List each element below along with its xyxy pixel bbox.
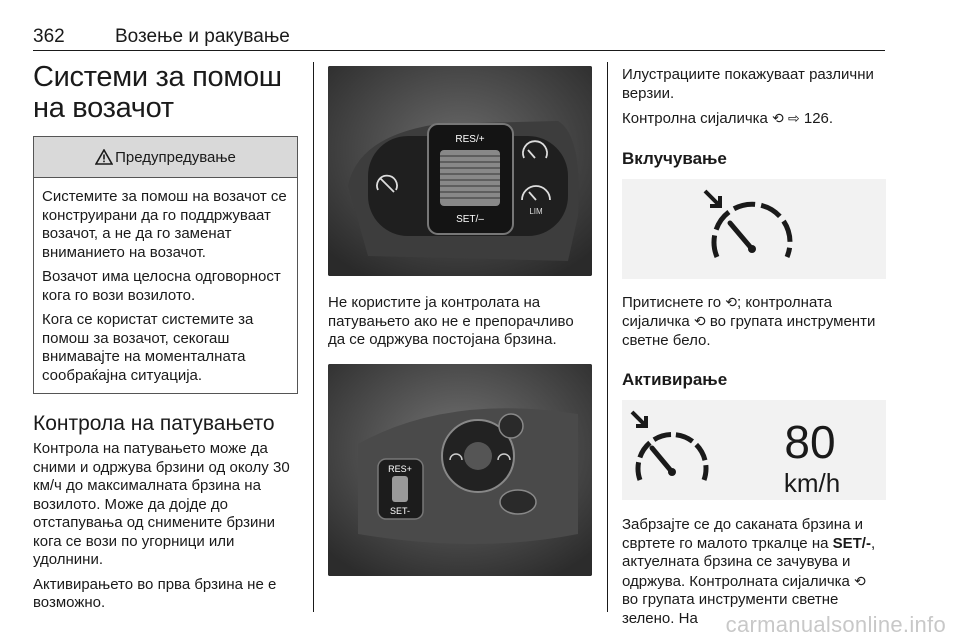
set-label-2: SET- xyxy=(389,505,411,516)
warning-header xyxy=(34,137,297,178)
steering-wheel-illustration xyxy=(328,66,592,276)
set-control-label: SET/- xyxy=(832,534,871,552)
heading-activation: Активирање xyxy=(622,370,728,389)
page-reference: 126. xyxy=(803,110,834,127)
steering-wheel-illustration-2 xyxy=(328,364,592,576)
section-title: Системи за помош на возачот xyxy=(33,61,282,124)
cruise-control-icon-panel xyxy=(622,179,886,279)
column-right xyxy=(622,66,886,628)
activation-display xyxy=(622,400,886,500)
set-label: SET/– xyxy=(456,214,484,225)
warning-label: Предупредување xyxy=(115,148,236,166)
body-paragraph: Контрола на патувањето може да сними и одржува брзини од околу 30 км/ч до максималната брзина на возилото. Може да дојде до отстапувања од снимените брзини кога се вози по угорници или удолнини. xyxy=(33,440,290,568)
activation-icon-panel xyxy=(622,400,886,500)
cruise-indicator-icon: ⟲ xyxy=(772,110,784,126)
speed-unit: km/h xyxy=(783,468,841,498)
column-middle xyxy=(328,66,592,576)
activation-text: Забрзајте се до саканата брзина и свртете го малото тркалце на xyxy=(622,516,863,552)
body-paragraph: Активирањето во прва брзина не е возможно. xyxy=(33,575,277,611)
watermark: carmanualsonline.info xyxy=(725,612,946,637)
warning-body xyxy=(34,178,297,393)
warning-paragraph: Системите за помош на возачот се конструирани да го поддржуваат возачот, а не да го заменат вниманието на возачот. xyxy=(42,188,287,261)
column-divider xyxy=(607,62,608,612)
warning-paragraph: Возачот има целосна одговорност кога го вози возилото. xyxy=(42,268,281,304)
heading-switch-on: Вклучување xyxy=(622,148,727,168)
steering-controls-photo-1 xyxy=(328,66,592,276)
page-header xyxy=(33,22,885,51)
page-number: 362 xyxy=(33,26,65,47)
warning-triangle-icon xyxy=(95,149,113,165)
warning-box xyxy=(33,136,298,394)
cruise-indicator-icon: ⟲ xyxy=(854,572,866,589)
intro-paragraph: Илустрациите покажуваат различни верзии. xyxy=(622,66,874,102)
column-left xyxy=(33,62,299,613)
cruise-button-icon: ⟲ xyxy=(725,293,737,310)
switch-on-text: Притиснете го xyxy=(622,293,722,311)
switch-on-paragraph xyxy=(622,293,886,351)
res-label-2: RES+ xyxy=(388,463,412,474)
switch-on-text: ; контролната сијаличка xyxy=(622,293,832,330)
page-reference-arrow-icon: ⇨ xyxy=(787,110,800,126)
activation-text: , актуелната брзина се зачувува и одржува. Контролната сијаличка xyxy=(622,534,876,590)
indicator-reference xyxy=(622,109,886,129)
warning-paragraph: Кога се користат системите за помош за возачот, секогаш внимавајте на моменталната сообраќајна ситуација. xyxy=(42,311,254,384)
switch-on-text: во групата инструменти светне бело. xyxy=(622,313,876,349)
activation-text: во групата инструменти светне зелено. На xyxy=(622,591,839,627)
speed-value: 80 xyxy=(784,416,836,468)
running-title: Возење и ракување xyxy=(115,26,290,47)
subsection-title: Контрола на патувањето xyxy=(33,412,275,435)
lim-label: LIM xyxy=(529,207,543,216)
indicator-text: Контролна сијаличка xyxy=(622,110,768,127)
cruise-control-icon xyxy=(622,179,886,279)
caption: Не користите ја контролата на патувањето ако не е препорачливо да се одржува постојана брзина. xyxy=(328,294,574,348)
steering-controls-photo-2 xyxy=(328,364,592,576)
column-divider xyxy=(313,62,314,612)
cruise-indicator-icon: ⟲ xyxy=(693,313,706,329)
res-label: RES/+ xyxy=(455,134,485,145)
